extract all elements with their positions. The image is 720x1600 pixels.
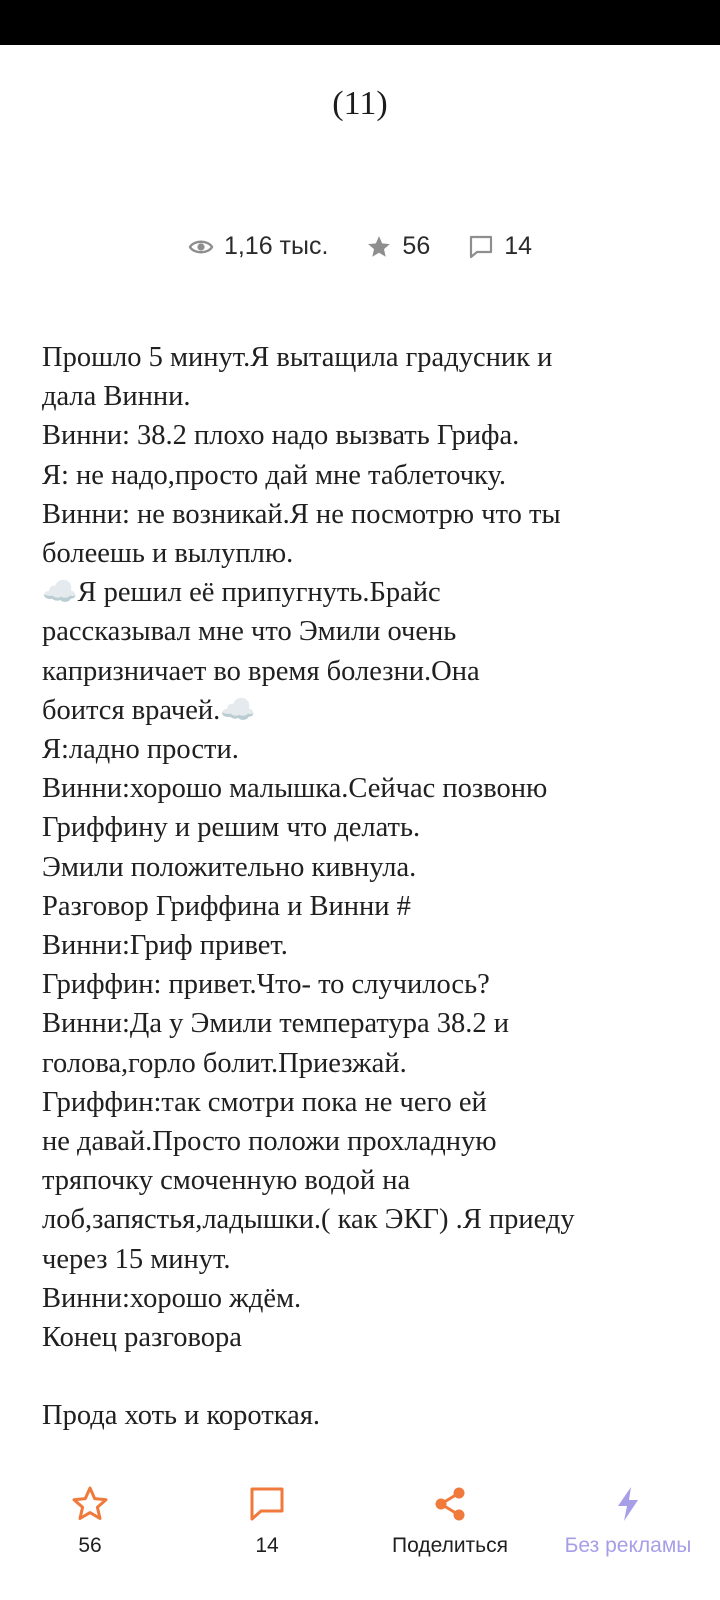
votes-count: 56 (402, 232, 431, 260)
story-line: Винни:Гриф привет. (42, 930, 288, 962)
story-line: Я:ладно прости. (42, 734, 239, 766)
story-line: Разговор Гриффина и Винни # (42, 890, 411, 922)
story-line: лоб,запястья,ладышки.( как ЭКГ) .Я приеду (42, 1204, 575, 1236)
story-line: дала Винни. (42, 381, 191, 413)
star-outline-icon (70, 1484, 110, 1524)
eye-icon (188, 234, 214, 260)
story-line: Гриффин:так смотри пока не чего ей (42, 1086, 487, 1118)
share-icon (430, 1484, 470, 1524)
story-line: голова,горло болит.Приезжай. (42, 1047, 407, 1079)
star-icon (366, 234, 392, 260)
story-line: капризничает во время болезни.Она (42, 655, 480, 687)
no-ads-label: Без рекламы (564, 1534, 692, 1557)
story-line: болеешь и вылуплю. (42, 538, 294, 570)
lightning-icon (608, 1484, 648, 1524)
bottom-action-bar (0, 1478, 720, 1588)
comments-count: 14 (504, 232, 533, 260)
story-text (42, 338, 692, 1436)
story-line: Я: не надо,просто дай мне таблеточку. (42, 459, 507, 491)
story-line: Винни: 38.2 плохо надо вызвать Грифа. (42, 420, 520, 452)
vote-count-label: 56 (78, 1534, 102, 1557)
comments-stat (468, 232, 532, 261)
story-line: Гриффину и решим что делать. (42, 812, 421, 844)
no-ads-button[interactable] (548, 1478, 708, 1558)
story-line: рассказывал мне что Эмили очень (42, 616, 457, 648)
status-bar (0, 0, 720, 45)
story-line: Винни:Да у Эмили температура 38.2 и (42, 1008, 510, 1040)
comment-count-label: 14 (255, 1534, 279, 1557)
comments-button[interactable] (227, 1478, 307, 1558)
vote-button[interactable] (50, 1478, 130, 1558)
comment-icon (468, 234, 494, 260)
story-line: Прошло 5 минут.Я вытащила градусник и (42, 342, 553, 373)
story-line: ☁️Я решил её припугнуть.Брайс (42, 577, 441, 609)
story-line (42, 1357, 692, 1396)
story-line: Прода хоть и короткая. (42, 1400, 321, 1432)
comment-outline-icon (247, 1484, 287, 1524)
story-line: тряпочку смоченную водой на (42, 1165, 411, 1197)
story-line: Винни:хорошо малышка.Сейчас позвоню (42, 773, 548, 805)
story-line: не давай.Просто положи прохладную (42, 1126, 497, 1158)
story-line: боится врачей.☁️ (42, 694, 256, 726)
views-count: 1,16 тыс. (223, 232, 329, 260)
story-line: Гриффин: привет.Что- то случилось? (42, 969, 490, 1001)
story-line: через 15 минут. (42, 1243, 231, 1275)
story-line: Конец разговора (42, 1322, 242, 1354)
chapter-title: (11) (332, 85, 388, 122)
share-label: Поделиться (392, 1534, 508, 1557)
story-line: Винни: не возникай.Я не посмотрю что ты (42, 498, 561, 530)
story-line: Винни:хорошо ждём. (42, 1282, 302, 1314)
chapter-stats (0, 232, 720, 261)
share-button[interactable] (375, 1478, 525, 1558)
story-line: Эмили положительно кивнула. (42, 851, 417, 883)
views-stat (188, 232, 328, 261)
votes-stat (366, 232, 430, 261)
